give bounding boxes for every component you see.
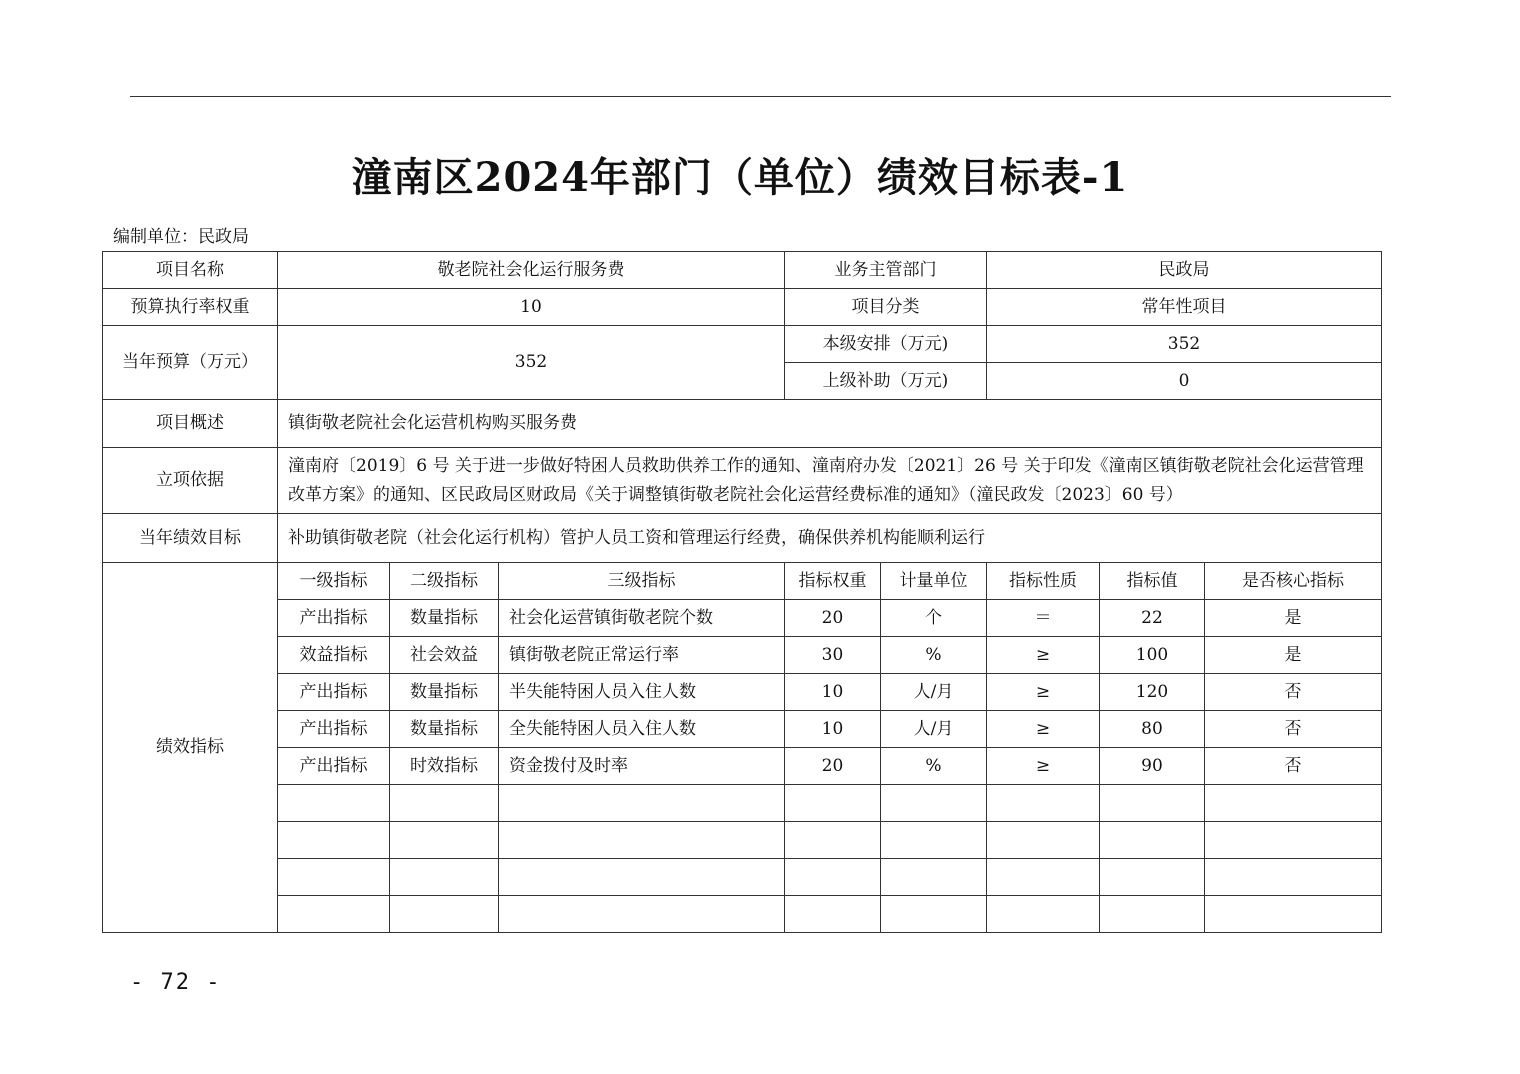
goal-value: 补助镇街敬老院（社会化运行机构）管护人员工资和管理运行经费，确保供养机构能顺利运行 — [278, 514, 1382, 563]
level1-cell: 产出指标 — [278, 674, 390, 711]
page-number: - 72 - — [130, 970, 222, 995]
category-label: 项目分类 — [785, 289, 987, 326]
project-name-label: 项目名称 — [103, 252, 278, 289]
level1-cell: 产出指标 — [278, 748, 390, 785]
weight-cell: 10 — [785, 711, 881, 748]
level1-cell: 产出指标 — [278, 711, 390, 748]
level1-cell: 产出指标 — [278, 600, 390, 637]
local-label: 本级安排（万元) — [785, 326, 987, 363]
overview-value: 镇街敬老院社会化运营机构购买服务费 — [278, 400, 1382, 448]
level3-cell: 镇街敬老院正常运行率 — [499, 637, 785, 674]
header-level3: 三级指标 — [499, 563, 785, 600]
indicator-row — [103, 711, 1382, 748]
level2-cell: 时效指标 — [390, 748, 499, 785]
nature-cell: ≥ — [987, 637, 1100, 674]
empty-indicator-row — [103, 822, 1382, 859]
indicator-row — [103, 674, 1382, 711]
weight-label: 预算执行率权重 — [103, 289, 278, 326]
level2-cell: 数量指标 — [390, 711, 499, 748]
core-cell: 否 — [1205, 711, 1382, 748]
core-cell: 是 — [1205, 600, 1382, 637]
compiling-unit: 编制单位：民政局 — [113, 227, 249, 247]
nature-cell: ＝ — [987, 600, 1100, 637]
value-cell: 22 — [1100, 600, 1205, 637]
nature-cell: ≥ — [987, 711, 1100, 748]
level1-cell: 效益指标 — [278, 637, 390, 674]
header-unit: 计量单位 — [881, 563, 987, 600]
weight-cell: 30 — [785, 637, 881, 674]
page-title: 潼南区2024年部门（单位）绩效目标表-1 — [351, 154, 1129, 201]
weight-cell: 20 — [785, 600, 881, 637]
weight-cell: 10 — [785, 674, 881, 711]
dept-label: 业务主管部门 — [785, 252, 987, 289]
project-name-value: 敬老院社会化运行服务费 — [278, 252, 785, 289]
value-cell: 100 — [1100, 637, 1205, 674]
level3-cell: 全失能特困人员入住人数 — [499, 711, 785, 748]
level2-cell: 数量指标 — [390, 600, 499, 637]
dept-value: 民政局 — [987, 252, 1382, 289]
budget-label: 当年预算（万元） — [103, 326, 278, 400]
value-cell: 120 — [1100, 674, 1205, 711]
level3-cell: 社会化运营镇街敬老院个数 — [499, 600, 785, 637]
weight-value: 10 — [278, 289, 785, 326]
unit-cell: % — [881, 748, 987, 785]
header-nature: 指标性质 — [987, 563, 1100, 600]
nature-cell: ≥ — [987, 748, 1100, 785]
header-rule — [130, 96, 1391, 97]
local-value: 352 — [987, 326, 1382, 363]
nature-cell: ≥ — [987, 674, 1100, 711]
unit-cell: % — [881, 637, 987, 674]
level2-cell: 社会效益 — [390, 637, 499, 674]
empty-indicator-row — [103, 785, 1382, 822]
budget-value: 352 — [278, 326, 785, 400]
core-cell: 是 — [1205, 637, 1382, 674]
indicators-section-label: 绩效指标 — [103, 563, 278, 933]
unit-cell: 人/月 — [881, 674, 987, 711]
level3-cell: 资金拨付及时率 — [499, 748, 785, 785]
basis-value: 潼南府〔2019〕6 号 关于进一步做好特困人员救助供养工作的通知、潼南府办发〔2021〕26 号 关于印发《潼南区镇街敬老院社会化运营管理改革方案》的通知、区民政局区财政局《关于调整镇街敬老院社会化运营经费标准的通知》（潼民政发〔2023〕60 号） — [278, 448, 1382, 514]
level3-cell: 半失能特困人员入住人数 — [499, 674, 785, 711]
category-value: 常年性项目 — [987, 289, 1382, 326]
header-weight: 指标权重 — [785, 563, 881, 600]
header-level1: 一级指标 — [278, 563, 390, 600]
empty-indicator-row — [103, 896, 1382, 933]
core-cell: 否 — [1205, 674, 1382, 711]
overview-label: 项目概述 — [103, 400, 278, 448]
upper-value: 0 — [987, 363, 1382, 400]
goal-label: 当年绩效目标 — [103, 514, 278, 563]
basis-label: 立项依据 — [103, 448, 278, 514]
upper-label: 上级补助（万元) — [785, 363, 987, 400]
level2-cell: 数量指标 — [390, 674, 499, 711]
indicator-row — [103, 748, 1382, 785]
empty-indicator-row — [103, 859, 1382, 896]
value-cell: 90 — [1100, 748, 1205, 785]
value-cell: 80 — [1100, 711, 1205, 748]
unit-cell: 个 — [881, 600, 987, 637]
header-core: 是否核心指标 — [1205, 563, 1382, 600]
performance-target-table — [102, 251, 1382, 933]
weight-cell: 20 — [785, 748, 881, 785]
core-cell: 否 — [1205, 748, 1382, 785]
unit-cell: 人/月 — [881, 711, 987, 748]
indicator-row — [103, 600, 1382, 637]
indicator-row — [103, 637, 1382, 674]
header-value: 指标值 — [1100, 563, 1205, 600]
header-level2: 二级指标 — [390, 563, 499, 600]
